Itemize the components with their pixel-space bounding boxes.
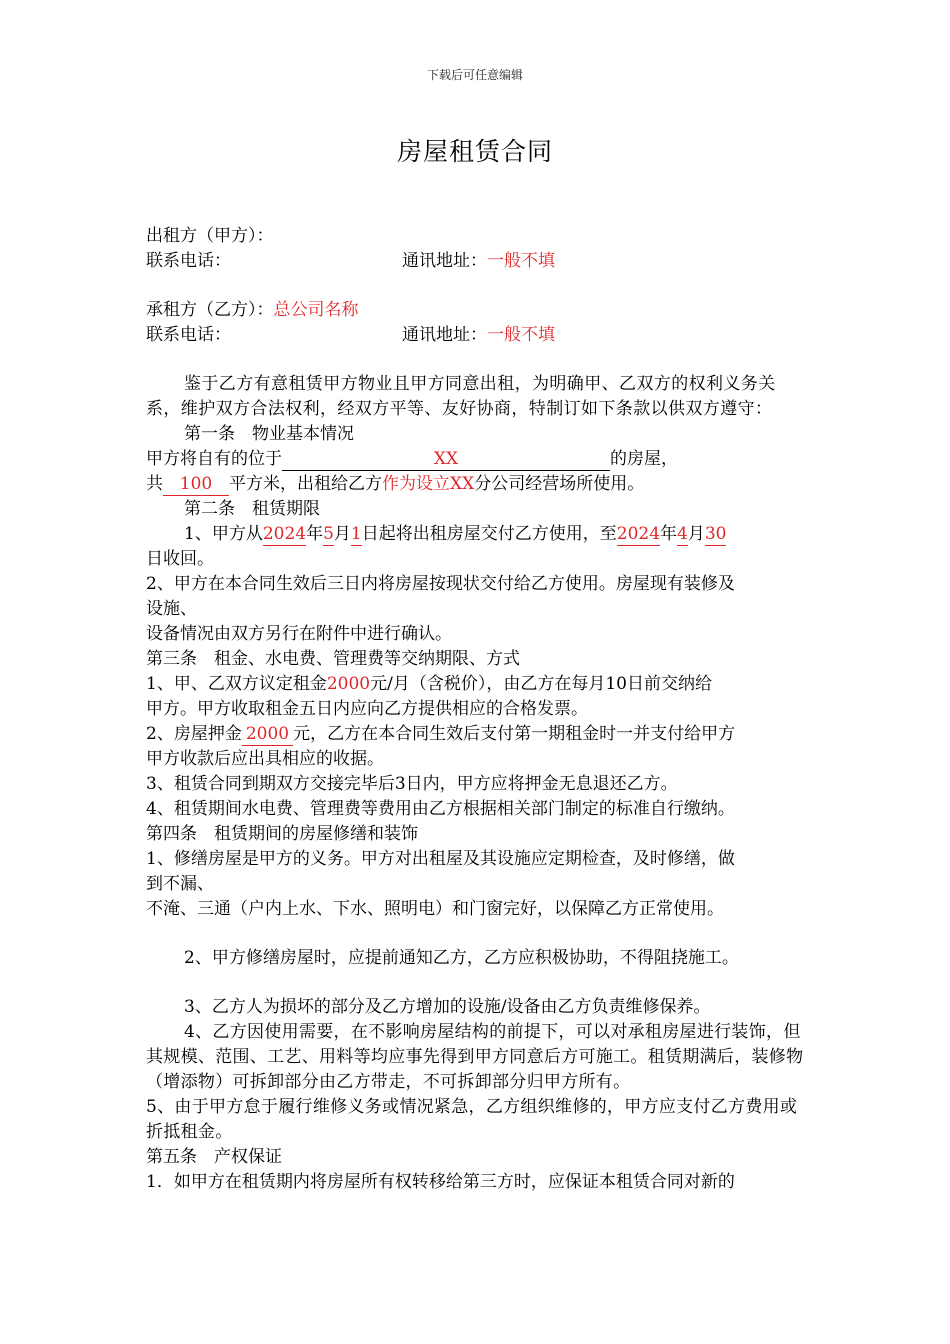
- article-1-line-1: 甲方将自有的位于 XX 的房屋，: [146, 449, 678, 469]
- lessor-label: 出租方（甲方）：: [146, 226, 274, 246]
- lessee-line: [146, 298, 810, 323]
- article-5-heading: 第五条 产权保证: [146, 1147, 282, 1167]
- article-3-clause-4: 4、租赁期间水电费、管理费等费用由乙方根据相关部门制定的标准自行缴纳。: [146, 799, 735, 819]
- article-2-heading: 第二条 租赁期限: [184, 499, 320, 519]
- article-3-clause-1: 1、甲、乙双方议定租金2000元/月（含税价），由乙方在每月10日前交纳给: [146, 674, 712, 694]
- start-day: 1: [350, 524, 362, 544]
- contract-body: [146, 372, 810, 1195]
- article-3-clause-1-line-2: 甲方。甲方收取租金五日内应向乙方提供相应的合格发票。: [146, 699, 588, 719]
- article-1-line-2: 共 100 平方米，出租给乙方作为设立XX分公司经营场所使用。: [146, 474, 645, 494]
- article-4-clause-1-line-2: 到不漏、: [146, 874, 214, 894]
- lessor-contact-line: [146, 249, 810, 274]
- header-note: 下载后可任意编辑: [426, 68, 523, 82]
- article-3-clause-2-line-2: 甲方收款后应出具相应的收据。: [146, 749, 384, 769]
- lessor-addr-value: 一般不填: [487, 251, 555, 271]
- article-3-clause-2: 2、房屋押金 2000 元，乙方在本合同生效后支付第一期租金时一并支付给甲方: [146, 724, 736, 744]
- lessee-contact-line: [146, 323, 810, 348]
- article-4-clause-4: 4、乙方因使用需要，在不影响房屋结构的前提下，可以对承租房屋进行装饰，但其规模、范围、工艺、用料等均应事先得到甲方同意后方可施工。租赁期满后，装修物（增添物）可拆卸部分由乙方带走，不可拆卸部分归甲方所有。: [146, 1022, 804, 1092]
- start-month: 5: [323, 524, 334, 544]
- lessee-block: [146, 298, 810, 348]
- location-field: XX: [282, 449, 610, 471]
- start-year: 2024: [262, 524, 307, 544]
- article-3-heading: 第三条 租金、水电费、管理费等交纳期限、方式: [146, 649, 520, 669]
- lessee-name-value: 总公司名称: [273, 300, 359, 320]
- end-year: 2024: [616, 524, 661, 544]
- article-4-clause-5: 5、由于甲方怠于履行维修义务或情况紧急，乙方组织维修的，甲方应支付乙方费用或折抵租金。: [146, 1097, 798, 1142]
- lessor-line: [146, 224, 810, 249]
- article-4-clause-1-line-1: 1、修缮房屋是甲方的义务。甲方对出租屋及其设施应定期检查，及时修缮，做: [146, 849, 735, 869]
- article-4-clause-1-line-3: 不淹、三通（户内上水、下水、照明电）和门窗完好，以保障乙方正常使用。: [146, 899, 724, 919]
- area-field: 100: [163, 474, 229, 496]
- lessor-phone-label: 联系电话：: [146, 251, 231, 271]
- article-4-clause-2: 2、甲方修缮房屋时，应提前通知乙方，乙方应积极协助，不得阻挠施工。: [184, 948, 739, 968]
- article-3-clause-3: 3、租赁合同到期双方交接完毕后3日内，甲方应将押金无息退还乙方。: [146, 774, 678, 794]
- purpose-value: 作为设立XX: [382, 474, 475, 494]
- article-2-clause-1: 1、甲方从2024年5月1日起将出租房屋交付乙方使用，至2024年4月30: [184, 524, 727, 544]
- article-4-heading: 第四条 租赁期间的房屋修缮和装饰: [146, 824, 418, 844]
- end-month: 4: [677, 524, 688, 544]
- end-day: 30: [704, 524, 727, 544]
- lessee-addr-value: 一般不填: [487, 325, 555, 345]
- lessor-addr-label: 通讯地址：: [402, 251, 487, 271]
- document-title: 房屋租赁合同: [396, 137, 553, 166]
- deposit-value: 2000: [242, 724, 293, 746]
- article-2-clause-1-end: 日收回。: [146, 549, 214, 569]
- lessor-block: [146, 224, 810, 274]
- article-1-heading: 第一条 物业基本情况: [184, 424, 354, 444]
- article-2-clause-2-line-1: 2、甲方在本合同生效后三日内将房屋按现状交付给乙方使用。房屋现有装修及: [146, 574, 735, 594]
- lessee-addr-label: 通讯地址：: [402, 325, 487, 345]
- article-4-clause-3: 3、乙方人为损坏的部分及乙方增加的设施/设备由乙方负责维修保养。: [184, 997, 711, 1017]
- lessee-phone-label: 联系电话：: [146, 325, 231, 345]
- article-2-clause-2-line-2: 设施、: [146, 599, 197, 619]
- preamble-paragraph: 鉴于乙方有意租赁甲方物业且甲方同意出租，为明确甲、乙双方的权利义务关系，维护双方合法权利，经双方平等、友好协商，特制订如下条款以供双方遵守：: [146, 374, 776, 419]
- article-2-clause-2-line-3: 设备情况由双方另行在附件中进行确认。: [146, 624, 452, 644]
- article-5-clause-1: 1．如甲方在租赁期内将房屋所有权转移给第三方时，应保证本租赁合同对新的: [146, 1172, 735, 1192]
- lessee-label: 承租方（乙方）：: [146, 300, 274, 320]
- rent-value: 2000: [326, 674, 371, 694]
